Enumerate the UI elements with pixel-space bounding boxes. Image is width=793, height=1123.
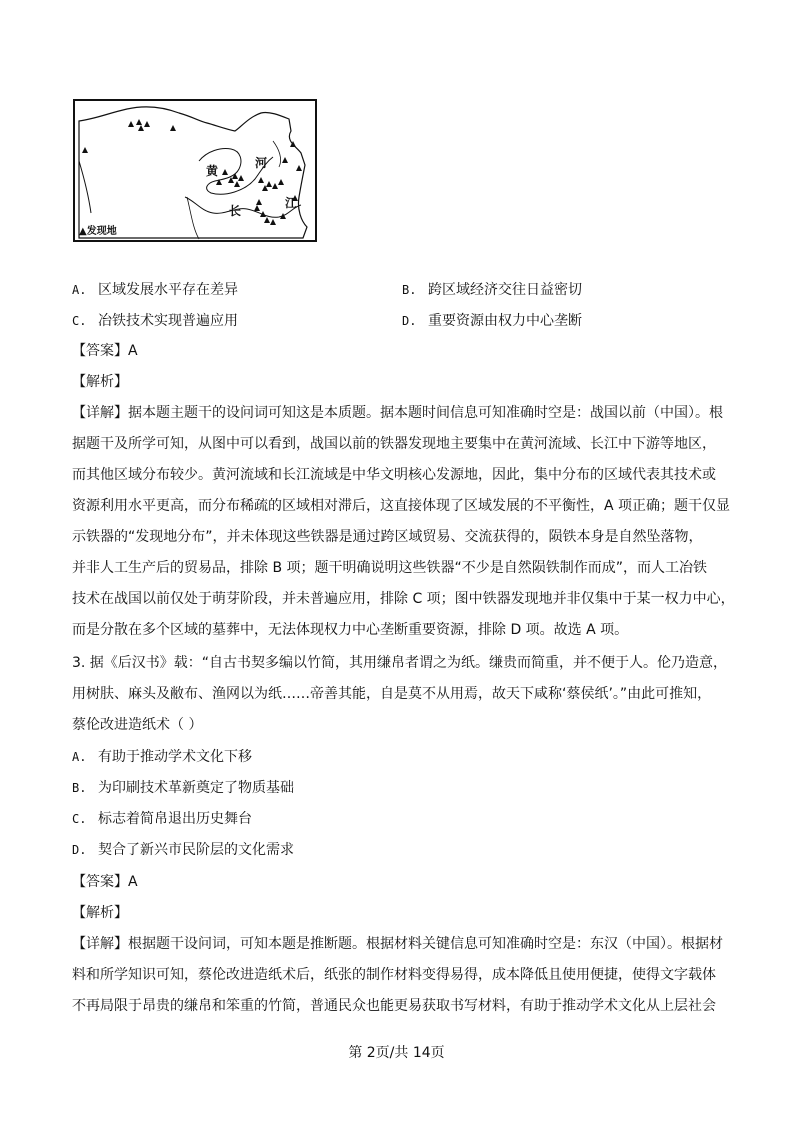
- option-text: 契合了新兴市民阶层的文化需求: [98, 842, 294, 858]
- q3-option-c: [72, 810, 252, 828]
- map-graphic: [75, 101, 315, 240]
- q2-answer: 【答案】A: [72, 343, 138, 359]
- q2-detail-line: 资源利用水平更高，而分布稀疏的区域相对滞后，这直接体现了区域发展的不平衡性，A 项正确；题干仅显: [72, 498, 731, 514]
- q3-detail-line: 不再局限于昂贵的缣帛和笨重的竹简，普通民众也能更易获取书写材料，有助于推动学术文化从上层社会: [72, 998, 716, 1014]
- q3-stem-line: 用树肤、麻头及敝布、渔网以为纸……帝善其能，自是莫不从用焉，故天下咸称‘蔡侯纸’。”由此可推知，: [72, 686, 712, 702]
- map-label-he: 河: [255, 156, 268, 170]
- site-markers: [82, 119, 302, 225]
- q2-detail-line: 【详解】据本题主题干的设问词可知这是本质题。据本题时间信息可知准确时空是：战国以前（中国）。根: [72, 405, 723, 421]
- option-letter: C.: [72, 812, 87, 826]
- q2-detail-line: 而其他区域分布较少。黄河流域和长江流域是中华文明核心发源地，因此，集中分布的区域代表其技术或: [72, 467, 716, 483]
- option-text: 有助于推动学术文化下移: [98, 749, 252, 765]
- option-letter: A.: [72, 750, 87, 764]
- q3-answer: 【答案】A: [72, 874, 138, 890]
- map-label-jiang: 江: [285, 196, 298, 210]
- q2-option-c: [72, 312, 238, 330]
- option-text: 跨区域经济交往日益密切: [428, 282, 582, 298]
- q2-analysis-heading: 【解析】: [72, 374, 128, 390]
- q3-stem-line: 3. 据《后汉书》载：“自古书契多编以竹简，其用缣帛者谓之为纸。缣贵而简重，并不便于人。伦乃造意，: [72, 655, 728, 671]
- map-label-huang: 黄: [206, 164, 219, 178]
- option-letter: D.: [402, 314, 417, 328]
- q2-option-b: [402, 281, 582, 299]
- option-text: 重要资源由权力中心垄断: [428, 313, 582, 329]
- iron-artifact-map: [73, 99, 317, 242]
- option-letter: B.: [402, 283, 417, 297]
- q2-detail-line: 示铁器的“发现地分布”，并未体现这些铁器是通过跨区域贸易、交流获得的，陨铁本身是自然坠落物，: [72, 529, 703, 545]
- q2-detail-line: 并非人工生产后的贸易品，排除 B 项；题干明确说明这些铁器“不少是自然陨铁制作而成”，而人工冶铁: [72, 560, 708, 576]
- option-letter: C.: [72, 314, 87, 328]
- q3-analysis-heading: 【解析】: [72, 905, 128, 921]
- option-text: 区域发展水平存在差异: [98, 282, 238, 298]
- q2-detail-line: 据题干及所学可知，从图中可以看到，战国以前的铁器发现地主要集中在黄河流域、长江中下游等地区，: [72, 436, 716, 452]
- q3-stem-line: 蔡伦改进造纸术（ ）: [72, 717, 203, 733]
- q2-detail-line: 而是分散在多个区域的墓葬中，无法体现权力中心垄断重要资源，排除 D 项。故选 A 项。: [72, 622, 629, 638]
- page-footer: 第 2页/共 14页: [348, 1045, 445, 1061]
- q3-detail-line: 料和所学知识可知，蔡伦改进造纸术后，纸张的制作材料变得易得，成本降低且使用便捷，使得文字载体: [72, 967, 716, 983]
- q3-option-b: [72, 779, 294, 797]
- option-text: 冶铁技术实现普遍应用: [98, 313, 238, 329]
- option-text: 为印刷技术革新奠定了物质基础: [98, 780, 294, 796]
- q2-detail-line: 技术在战国以前仅处于萌芽阶段，并未普遍应用，排除 C 项；图中铁器发现地并非仅集中于某一权力中心，: [72, 591, 735, 607]
- option-letter: B.: [72, 781, 87, 795]
- option-letter: A.: [72, 283, 87, 297]
- q2-option-a: [72, 281, 238, 299]
- map-label-chang: 长: [229, 204, 242, 218]
- q2-option-d: [402, 312, 582, 330]
- map-legend: ▲发现地: [79, 226, 117, 237]
- option-text: 标志着简帛退出历史舞台: [98, 811, 252, 827]
- q3-option-a: [72, 748, 252, 766]
- q3-detail-line: 【详解】根据题干设问词，可知本题是推断题。根据材料关键信息可知准确时空是：东汉（中国）。根据材: [72, 936, 723, 952]
- option-letter: D.: [72, 843, 87, 857]
- q3-option-d: [72, 841, 294, 859]
